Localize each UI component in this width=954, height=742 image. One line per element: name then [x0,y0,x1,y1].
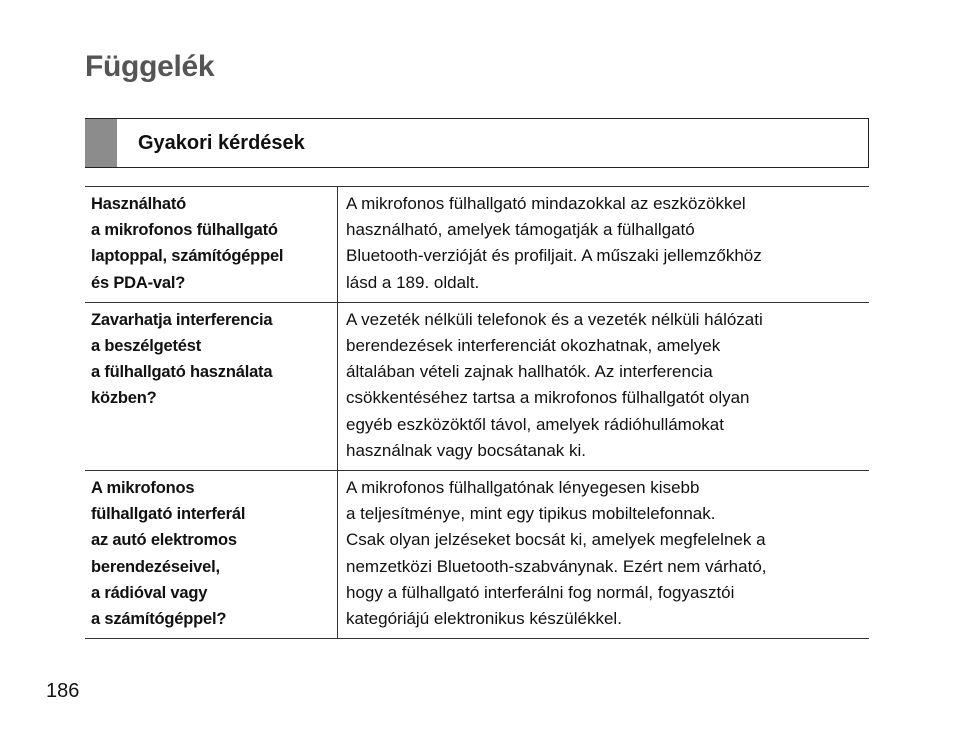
question-line: a rádióval vagy [91,583,208,602]
section-marker [85,119,117,167]
faq-row [85,302,869,470]
faq-row [85,187,869,303]
answer-line: A mikrofonos fülhallgatónak lényegesen kisebb [346,478,700,498]
faq-question [85,471,338,639]
answer-line: kategóriájú elektronikus készülékkel. [346,609,622,629]
question-line: és PDA-val? [91,273,186,292]
answer-line: hogy a fülhallgató interferálni fog normál, fogyasztói [346,582,735,602]
answer-line: lásd a 189. oldalt. [346,272,480,292]
answer-line: használható, amelyek támogatják a fülhallgató [346,220,695,240]
question-line: a mikrofonos fülhallgató [91,221,278,240]
answer-line: Csak olyan jelzéseket bocsát ki, amelyek megfelelnek a [346,530,766,550]
answer-line: a teljesítménye, mint egy tipikus mobiltelefonnak. [346,504,716,524]
faq-answer [338,471,870,639]
section-title: Gyakori kérdések [138,131,305,154]
answer-line: nemzetközi Bluetooth-szabványnak. Ezért nem várható, [346,556,767,576]
question-line: a számítógéppel? [91,610,227,629]
question-line: A mikrofonos [91,479,195,498]
answer-line: A mikrofonos fülhallgató mindazokkal az eszközökkel [346,194,746,213]
question-line: az autó elektromos [91,531,237,550]
answer-line: berendezések interferenciát okozhatnak, amelyek [346,336,721,356]
answer-line: Bluetooth-verzióját és profiljait. A műszaki jellemzőkhöz [346,246,762,266]
answer-line: A vezeték nélküli telefonok és a vezeték nélküli hálózati [346,309,763,329]
question-line: laptoppal, számítógéppel [91,247,284,266]
question-line: berendezéseivel, [91,557,220,576]
question-line: a fülhallgató használata [91,363,273,382]
section-header [85,118,869,168]
answer-line: egyéb eszközöktől távol, amelyek rádióhullámokat [346,414,724,434]
faq-question [85,187,338,303]
answer-line: általában vételi zajnak hallhatók. Az interferencia [346,362,713,382]
faq-table [85,186,869,639]
answer-line: használnak vagy bocsátanak ki. [346,440,587,460]
question-line: közben? [91,389,157,408]
faq-question [85,302,338,470]
page-number: 186 [46,680,80,702]
question-line: a beszélgetést [91,337,202,356]
faq-answer [338,187,870,303]
faq-answer [338,302,870,470]
question-line: Zavarhatja interferencia [91,310,273,329]
question-line: Használható [91,195,186,213]
answer-line: csökkentéséhez tartsa a mikrofonos fülhallgatót olyan [346,388,750,408]
faq-row [85,471,869,639]
page-title: Függelék [85,50,215,83]
question-line: fülhallgató interferál [91,505,246,524]
